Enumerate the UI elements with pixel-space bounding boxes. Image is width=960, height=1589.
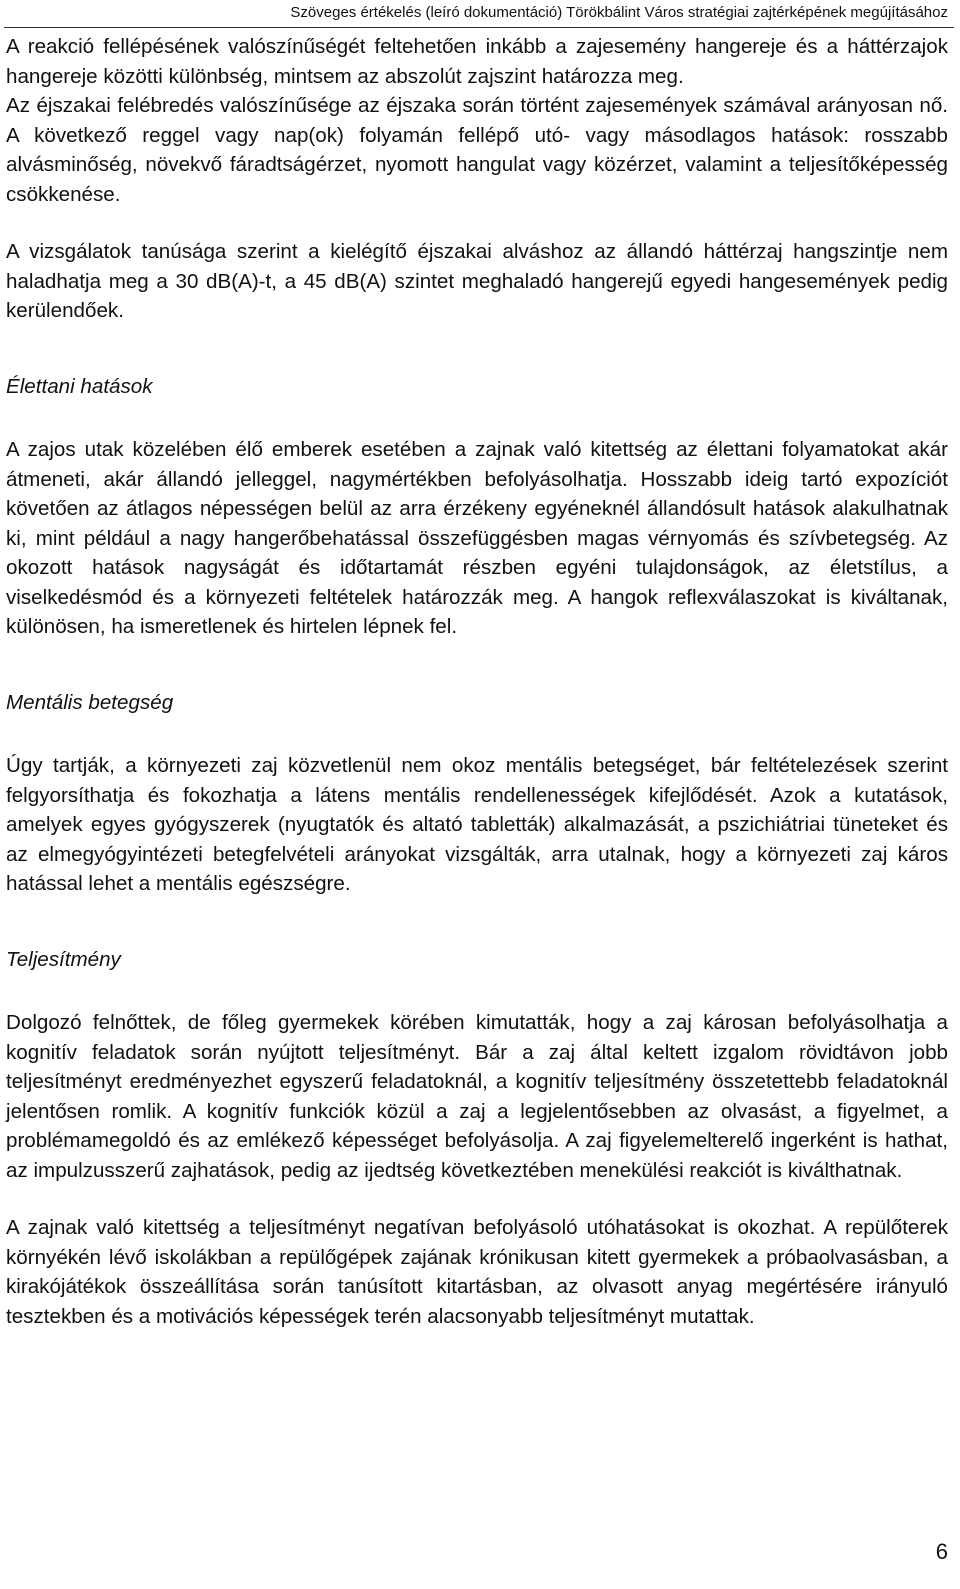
paragraph-performance: Dolgozó felnőttek, de főleg gyermekek körében kimutatták, hogy a zaj károsan befolyásolhatja a kognitív feladatok során nyújtott teljesítményt. Bár a zaj által keltett izgalom rövidtávon jobb teljesítményt eredményezhet egyszerű feladatoknál, a kognitív teljesítmény összetettebb feladatoknál jelentősen romlik. A kognitív funkciók közül a zaj a legjelentősebben az olvasást, a figyelmet, a problémamegoldó és az emlékező képességet befolyásolja. A zaj figyelemelterelő ingerként is hathat, az impulzusszerű zajhatások, pedig az ijedtség következtében menekülési reakciót is kiválthatnak. <box>6 1011 948 1182</box>
paragraph-mental-illness: Úgy tartják, a környezeti zaj közvetlenül nem okoz mentális betegséget, bár feltételezések szerint felgyorsíthatja és fokozhatja a látens mentális rendellenességek kifejlődését. Azok a kutatások, amelyek egyes gyógyszerek (nyugtatók és altató tabletták) alkalmazását, a pszichiátriai tüneteket és az elmegyógyintézeti betegfelvételi arányokat vizsgálták, arra utalnak, hogy a környezeti zaj káros hatással lehet a mentális egészségre. <box>6 754 948 895</box>
section-heading-mental-illness: Mentális betegség <box>6 690 174 714</box>
paragraph-aftereffects: A zajnak való kitettség a teljesítményt negatívan befolyásoló utóhatásokat is okozhat. A repülőterek környékén lévő iskolákban a repülőgépek zajának krónikusan kitett gyermekek a próbaolvasásban, a kirakójátékok összeállítása során tanúsított kitartásban, az olvasott anyag megértésére irányuló tesztekben és a motivációs képességek terén alacsonyabb teljesítményt mutattak. <box>6 1216 948 1328</box>
document-body <box>6 32 948 1331</box>
running-header: Szöveges értékelés (leíró dokumentáció) Törökbálint Város stratégiai zajtérképének megújításához <box>290 4 948 21</box>
section-heading-performance: Teljesítmény <box>6 947 121 971</box>
paragraph-reaction: A reakció fellépésének valószínűségét feltehetően inkább a zajesemény hangereje és a háttérzajok hangereje közötti különbség, mintsem az abszolút zajszint határozza meg. <box>6 35 948 88</box>
section-heading-physiological: Élettani hatások <box>6 374 153 398</box>
paragraph-night-waking: Az éjszakai felébredés valószínűsége az éjszaka során történt zajesemények számával arányosan nő. A következő reggel vagy nap(ok) folyamán fellépő utó- vagy másodlagos hatások: rosszabb alvásminőség, növekvő fáradtságérzet, nyomott hangulat vagy közérzet, valamint a teljesítőképesség csökkenése. <box>6 94 948 206</box>
header-divider <box>4 27 954 28</box>
paragraph-sleep-thresholds: A vizsgálatok tanúsága szerint a kielégítő éjszakai alváshoz az állandó háttérzaj hangszintje nem haladhatja meg a 30 dB(A)-t, a 45 dB(A) szintet meghaladó hangerejű egyedi hangesemények pedig kerülendőek. <box>6 240 948 322</box>
page-number: 6 <box>935 1539 948 1564</box>
paragraph-physiological-effects: A zajos utak közelében élő emberek esetében a zajnak való kitettség az élettani folyamatokat akár átmeneti, akár állandó jelleggel, nagymértékben befolyásolhatja. Hosszabb ideig tartó expozíciót követően az átlagos népességen belül az arra érzékeny egyéneknél állandósult hatások alakulhatnak ki, mint például a nagy hangerőbehatással összefüggésben magas vérnyomás és szívbetegség. Az okozott hatások nagyságát és időtartamát részben egyéni tulajdonságok, az életstílus, a viselkedésmód és a környezeti feltételek határozzák meg. A hangok reflexválaszokat is kiváltanak, különösen, ha ismeretlenek és hirtelen lépnek fel. <box>6 438 948 638</box>
